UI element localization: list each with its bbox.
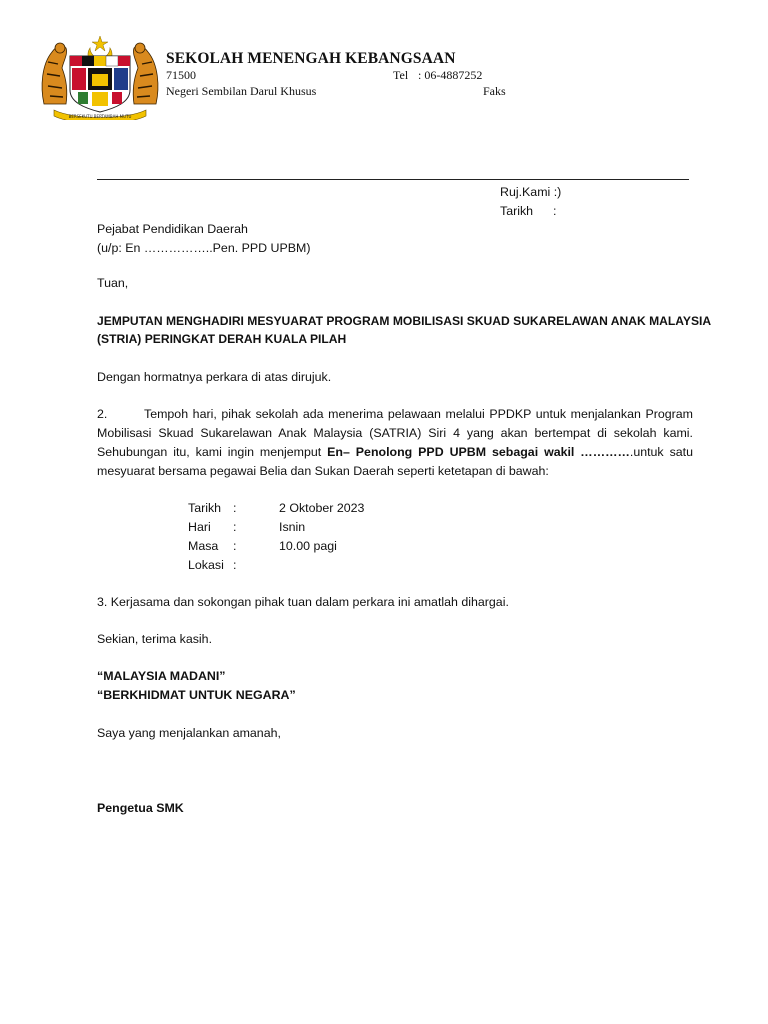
detail-date-colon: : bbox=[233, 501, 237, 515]
reference-tarikh-colon: : bbox=[553, 204, 557, 218]
letterhead-faks-label: Faks bbox=[483, 84, 506, 98]
amanah-line: Saya yang menjalankan amanah, bbox=[97, 726, 281, 740]
recipient-office: Pejabat Pendidikan Daerah bbox=[97, 222, 248, 236]
intro-paragraph: Dengan hormatnya perkara di atas dirujuk. bbox=[97, 370, 332, 384]
reference-tarikh-label: Tarikh bbox=[500, 204, 534, 218]
subject-line-2: (STRIA) PERINGKAT DERAH KUALA PILAH bbox=[97, 332, 347, 346]
paragraph-2-line-2: Mobilisasi Skuad Sukarelawan Anak Malaysia (SATRIA) Siri 4 yang akan bertempat di sekolah kami. bbox=[97, 426, 693, 440]
detail-date-value: 2 Oktober 2023 bbox=[279, 501, 365, 515]
school-name: SEKOLAH MENENGAH KEBANGSAAN bbox=[166, 50, 456, 67]
paragraph-2-line-1: Tempoh hari, pihak sekolah ada menerima pelawaan melalui PPDKP untuk menjalankan Program bbox=[144, 407, 693, 421]
detail-location-colon: : bbox=[233, 558, 237, 572]
detail-day-value: Isnin bbox=[279, 520, 306, 534]
recipient-attention: (u/p: En ……………..Pen. PPD UPBM) bbox=[97, 241, 311, 255]
paragraph-2-line-3-start: Sehubungan itu, kami ingin menjemput bbox=[97, 445, 328, 459]
subject-line-1: JEMPUTAN MENGHADIRI MESYUARAT PROGRAM MOBILISASI SKUAD SUKARELAWAN ANAK MALAYSIA bbox=[97, 314, 712, 328]
letterhead-tel-value: : 06-4887252 bbox=[418, 68, 483, 82]
signatory-title: Pengetua SMK bbox=[97, 801, 184, 815]
letterhead-tel-label: Tel bbox=[393, 68, 409, 82]
detail-date-label: Tarikh bbox=[188, 501, 222, 515]
paragraph-2-invitee: En– Penolong PPD UPBM sebagai wakil ………… bbox=[327, 445, 630, 459]
paragraph-3: 3. Kerjasama dan sokongan pihak tuan dalam perkara ini amatlah dihargai. bbox=[97, 595, 509, 609]
closing-line: Sekian, terima kasih. bbox=[97, 632, 213, 646]
paragraph-2-line-3-end: .untuk satu bbox=[629, 445, 693, 459]
paragraph-2-line-4: mesyuarat bersama pegawai Belia dan Sukan Daerah seperti ketetapan di bawah: bbox=[97, 464, 549, 478]
reference-ruj-kami: Ruj.Kami :) bbox=[500, 185, 562, 199]
letterhead-state: Negeri Sembilan Darul Khusus bbox=[166, 84, 317, 98]
paragraph-2-number: 2. bbox=[97, 407, 108, 421]
coat-of-arms-logo bbox=[38, 34, 162, 120]
detail-day-colon: : bbox=[233, 520, 237, 534]
detail-time-colon: : bbox=[233, 539, 237, 553]
letterhead-postcode: 71500 bbox=[166, 68, 196, 82]
detail-time-label: Masa bbox=[188, 539, 219, 553]
detail-location-label: Lokasi bbox=[188, 558, 224, 572]
crest-motto-text: BERSEKUTU BERTAMBAH MUTU bbox=[68, 114, 132, 119]
slogan-malaysia-madani: “MALAYSIA MADANI” bbox=[97, 669, 226, 683]
header-divider bbox=[97, 179, 689, 180]
detail-day-label: Hari bbox=[188, 520, 211, 534]
slogan-berkhidmat: “BERKHIDMAT UNTUK NEGARA” bbox=[97, 688, 296, 702]
salutation: Tuan, bbox=[97, 276, 129, 290]
detail-time-value: 10.00 pagi bbox=[279, 539, 337, 553]
paragraph-2-line-3 bbox=[97, 444, 693, 460]
